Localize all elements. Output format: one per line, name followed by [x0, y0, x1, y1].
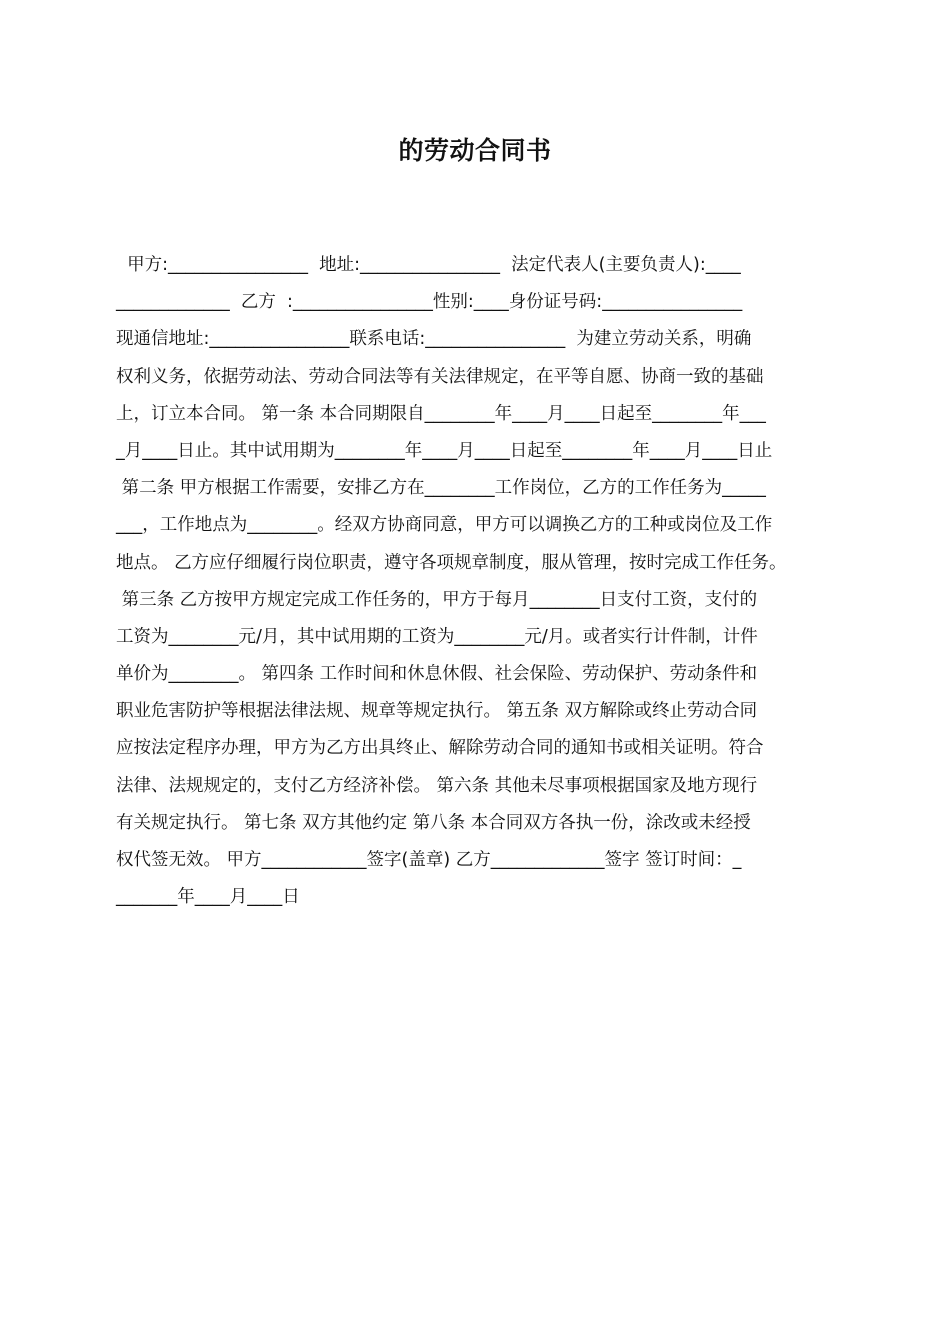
contract-line: 法律、法规规定的，支付乙方经济补偿。 第六条 其他未尽事项根据国家及地方现行 [116, 775, 758, 796]
contract-line: _____________ 乙方 :________________性别:____身份证号码:________________ [116, 292, 743, 313]
document-title: 的劳动合同书 [398, 136, 552, 165]
contract-line: 地点。 乙方应仔细履行岗位职责，遵守各项规章制度，服从管理，按时完成工作任务。 [116, 552, 787, 573]
contract-line: _月____日止。其中试用期为________年____月____日起至________年____月____日止 [116, 440, 773, 461]
contract-line: 职业危害防护等根据法律法规、规章等规定执行。 第五条 双方解除或终止劳动合同 [116, 701, 758, 722]
contract-line: 第三条 乙方按甲方规定完成工作任务的，甲方于每月________日支付工资，支付的 [116, 589, 758, 610]
contract-line: 有关规定执行。 第七条 双方其他约定 第八条 本合同双方各执一份，涂改或未经授 [116, 812, 751, 833]
contract-line: 甲方:________________ 地址:________________ 法定代表人(主要负责人):____ [116, 255, 741, 275]
contract-line: 工资为________元/月，其中试用期的工资为________元/月。或者实行计件制，计件 [116, 626, 758, 647]
contract-line: _______年____月____日 [116, 887, 300, 908]
contract-line: 单价为________。 第四条 工作时间和休息休假、社会保险、劳动保护、劳动条件和 [116, 664, 758, 685]
contract-line: ___，工作地点为________。经双方协商同意，甲方可以调换乙方的工种或岗位及工作 [116, 515, 773, 536]
contract-line: 权利义务，依据劳动法、劳动合同法等有关法律规定，在平等自愿、协商一致的基础 [116, 366, 764, 387]
contract-line: 应按法定程序办理，甲方为乙方出具终止、解除劳动合同的通知书或相关证明。符合 [116, 738, 764, 759]
contract-line: 现通信地址:________________联系电话:________________ 为建立劳动关系，明确 [116, 329, 752, 350]
contract-body [116, 247, 846, 916]
contract-line: 第二条 甲方根据工作需要，安排乙方在________工作岗位，乙方的工作任务为_____ [116, 478, 766, 499]
contract-line: 权代签无效。 甲方____________签字(盖章) 乙方_____________签字 签订时间：_ [116, 850, 742, 870]
contract-line: 上，订立本合同。 第一条 本合同期限自________年____月____日起至________年___ [116, 403, 766, 424]
